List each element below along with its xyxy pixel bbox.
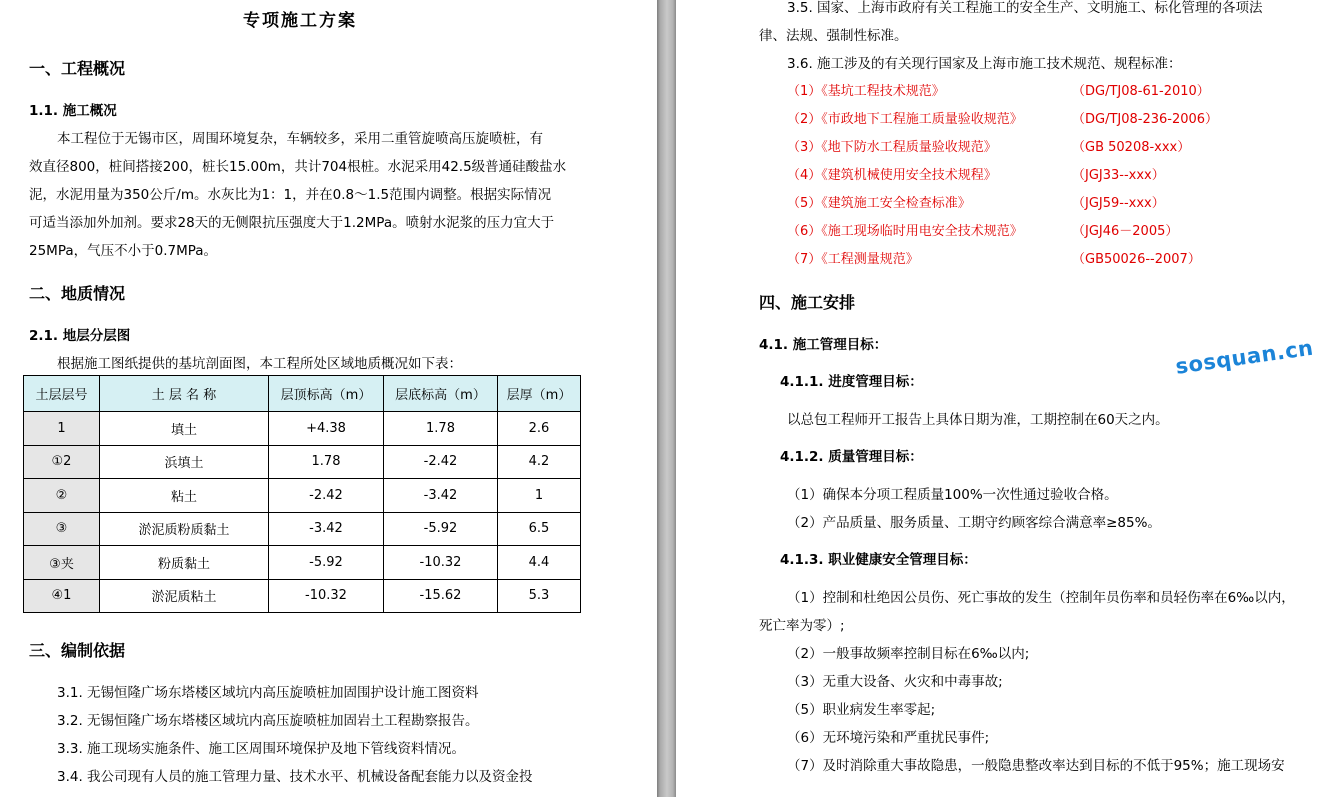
header-cell: 层厚（m） — [498, 376, 581, 412]
section-4-1-3-heading: 4.1.3. 职业健康安全管理目标： — [780, 552, 977, 568]
quality-goal-item: （1）确保本分项工程质量100%一次性通过验收合格。 — [787, 487, 1118, 503]
table-cell: -3.42 — [269, 512, 384, 546]
paragraph-line: 25MPa，气压不小于0.7MPa。 — [29, 243, 218, 259]
section-1-1-heading: 1.1. 施工概况 — [29, 103, 117, 119]
table-cell: 1.78 — [269, 445, 384, 479]
table-cell: 1.78 — [384, 412, 498, 446]
standard-code: （JGJ33--xxx） — [1072, 168, 1165, 183]
standard-name: （2）《市政地下工程施工质量验收规范》 — [787, 112, 1023, 127]
basis-item-continuation: 律、法规、强制性标准。 — [759, 28, 908, 44]
table-cell: -2.42 — [384, 445, 498, 479]
quality-goal-item: （2）产品质量、服务质量、工期守约顾客综合满意率≥85%。 — [787, 515, 1161, 531]
paragraph-line: 可适当添加外加剂。要求28天的无侧限抗压强度大于1.2MPa。喷射水泥浆的压力宜大于 — [29, 215, 555, 231]
table-cell: ③夹 — [24, 546, 100, 580]
header-cell: 土层层号 — [24, 376, 100, 412]
right-document-page — [676, 0, 1344, 797]
table-cell: ② — [24, 479, 100, 513]
table-cell: 5.3 — [498, 579, 581, 613]
safety-goal-item: （2）一般事故频率控制目标在6‰以内; — [787, 646, 1030, 662]
safety-goal-item: （1）控制和杜绝因公员伤、死亡事故的发生（控制年员伤率和员轻伤率在6‰以内， — [787, 590, 1295, 606]
table-cell: -10.32 — [384, 546, 498, 580]
watermark: sosquan.cn — [1174, 335, 1315, 379]
header-cell: 层底标高（m） — [384, 376, 498, 412]
table-cell: 粉质黏土 — [100, 546, 269, 580]
paragraph-line: 泥，水泥用量为350公斤/m。水灰比为1：1，并在0.8～1.5范围内调整。根据实际情况 — [29, 187, 552, 203]
section-3-heading: 三、编制依据 — [29, 641, 126, 660]
safety-goal-item: （5）职业病发生率零起; — [787, 702, 936, 718]
table-header-row — [24, 376, 581, 412]
table-row — [24, 412, 581, 446]
table-cell: -5.92 — [384, 512, 498, 546]
schedule-goal-text: 以总包工程师开工报告上具体日期为准，工期控制在60天之内。 — [787, 412, 1169, 428]
standard-code: （JGJ59--xxx） — [1072, 196, 1165, 211]
safety-goal-item: （3）无重大设备、火灾和中毒事故; — [787, 674, 1003, 690]
table-cell: 浜填土 — [100, 445, 269, 479]
header-cell: 土 层 名 称 — [100, 376, 269, 412]
standard-name: （7）《工程测量规范》 — [787, 252, 919, 267]
table-row — [24, 445, 581, 479]
basis-item: 3.5. 国家、上海市政府有关工程施工的安全生产、文明施工、标化管理的各项法 — [787, 0, 1263, 16]
table-cell: -15.62 — [384, 579, 498, 613]
table-row — [24, 512, 581, 546]
standard-code: （JGJ46－2005） — [1072, 224, 1179, 239]
safety-goal-item: （6）无环境污染和严重扰民事件; — [787, 730, 990, 746]
table-cell: +4.38 — [269, 412, 384, 446]
table-cell: 6.5 — [498, 512, 581, 546]
standard-name: （1）《基坑工程技术规范》 — [787, 84, 945, 99]
table-row — [24, 579, 581, 613]
table-cell: 粘土 — [100, 479, 269, 513]
section-4-1-2-heading: 4.1.2. 质量管理目标： — [780, 449, 923, 465]
soil-layer-table — [23, 375, 581, 613]
standard-code: （GB50026--2007） — [1072, 252, 1201, 267]
section-4-1-heading: 4.1. 施工管理目标： — [759, 337, 888, 353]
table-cell: 4.4 — [498, 546, 581, 580]
standard-code: （DG/TJ08-61-2010） — [1072, 84, 1210, 99]
standard-code: （DG/TJ08-236-2006） — [1072, 112, 1219, 127]
paragraph-line: 本工程位于无锡市区，周围环境复杂，车辆较多，采用二重管旋喷高压旋喷桩，有 — [57, 131, 543, 147]
header-cell: 层顶标高（m） — [269, 376, 384, 412]
section-4-heading: 四、施工安排 — [759, 293, 856, 312]
page-gutter — [657, 0, 676, 797]
table-cell: 淤泥质粉质黏土 — [100, 512, 269, 546]
table-cell: -2.42 — [269, 479, 384, 513]
basis-item: 3.3. 施工现场实施条件、施工区周围环境保护及地下管线资料情况。 — [57, 741, 466, 757]
table-cell: ④1 — [24, 579, 100, 613]
safety-goal-item: 死亡率为零）; — [759, 618, 845, 634]
table-cell: -10.32 — [269, 579, 384, 613]
section-2-heading: 二、地质情况 — [29, 284, 126, 303]
table-cell: -3.42 — [384, 479, 498, 513]
basis-item: 3.2. 无锡恒隆广场东塔楼区域坑内高压旋喷桩加固岩土工程勘察报告。 — [57, 713, 479, 729]
table-cell: 4.2 — [498, 445, 581, 479]
basis-item: 3.1. 无锡恒隆广场东塔楼区域坑内高压旋喷桩加固围护设计施工图资料 — [57, 685, 479, 701]
section-1-heading: 一、工程概况 — [29, 59, 126, 78]
left-document-page — [0, 0, 657, 797]
table-cell: 2.6 — [498, 412, 581, 446]
table-cell: ③ — [24, 512, 100, 546]
table-cell: 填土 — [100, 412, 269, 446]
table-row — [24, 479, 581, 513]
paragraph-line: 效直径800，桩间搭接200，桩长15.00m，共计704根桩。水泥采用42.5级普通硅酸盐水 — [29, 159, 567, 175]
standard-name: （4）《建筑机械使用安全技术规程》 — [787, 168, 997, 183]
section-4-1-1-heading: 4.1.1. 进度管理目标： — [780, 374, 923, 390]
table-cell: ①2 — [24, 445, 100, 479]
standard-name: （3）《地下防水工程质量验收规范》 — [787, 140, 997, 155]
table-cell: 淤泥质粘土 — [100, 579, 269, 613]
standard-code: （GB 50208-xxx） — [1072, 140, 1191, 155]
safety-goal-item: （7）及时消除重大事故隐患，一般隐患整改率达到目标的不低于95%；施工现场安 — [787, 758, 1285, 774]
standard-name: （5）《建筑施工安全检查标准》 — [787, 196, 971, 211]
table-cell: -5.92 — [269, 546, 384, 580]
table-intro: 根据施工图纸提供的基坑剖面图，本工程所处区域地质概况如下表： — [57, 356, 462, 372]
table-cell: 1 — [498, 479, 581, 513]
table-row — [24, 546, 581, 580]
basis-item: 3.4. 我公司现有人员的施工管理力量、技术水平、机械设备配套能力以及资金投 — [57, 769, 533, 785]
section-2-1-heading: 2.1. 地层分层图 — [29, 328, 131, 344]
standard-name: （6）《施工现场临时用电安全技术规范》 — [787, 224, 1023, 239]
document-title: 专项施工方案 — [243, 11, 357, 31]
table-cell: 1 — [24, 412, 100, 446]
basis-item: 3.6. 施工涉及的有关现行国家及上海市施工技术规范、规程标准： — [787, 56, 1182, 72]
